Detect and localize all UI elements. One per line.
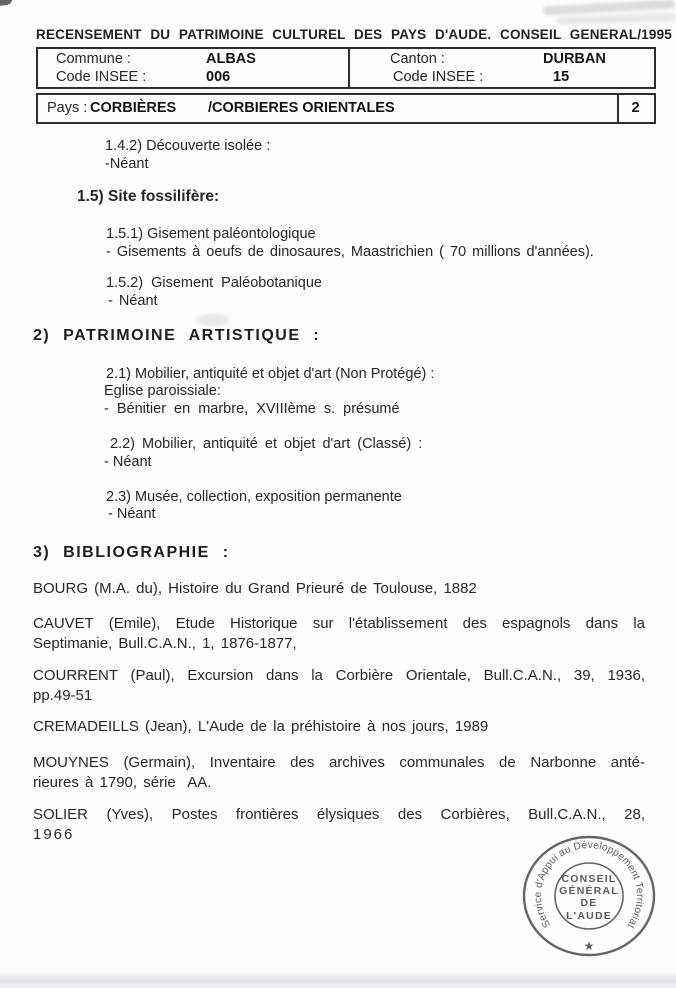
item-21-line2: Eglise paroissiale: <box>104 383 221 399</box>
page-title: RECENSEMENT DU PATRIMOINE CULTUREL DES PAYS D'AUDE. CONSEIL GENERAL/1995 <box>36 27 672 42</box>
info-table <box>36 47 656 89</box>
item-22-title: 2.2) Mobilier, antiquité et objet d'art (Classé) : <box>110 436 423 452</box>
bibliography-entry <box>33 717 645 737</box>
info-table-divider <box>348 49 350 87</box>
item-152-title: 1.5.2) Gisement Paléobotanique <box>106 275 322 291</box>
item-142-value: -Néant <box>105 156 149 172</box>
bibliography-line: 1966 <box>33 826 75 843</box>
bibliography-entry <box>33 614 645 654</box>
code-insee-right-label: Code INSEE : <box>393 69 484 85</box>
bibliography-entry <box>33 753 645 793</box>
canton-value: DURBAN <box>543 51 606 67</box>
pays-value-secondary: /CORBIERES ORIENTALES <box>208 100 395 116</box>
pays-label: Pays : <box>47 100 88 116</box>
stamp-text-line: DE <box>580 897 598 909</box>
star-icon: ★ <box>583 939 595 953</box>
bibliography-line: rieures à 1790, série AA. <box>33 774 212 791</box>
scan-bottom-band <box>0 970 676 988</box>
item-22-value: - Néant <box>104 454 152 470</box>
stamp-text-line: GÉNÉRAL <box>559 885 619 897</box>
stamp-ring-text: Service d'Appui au Développement Territorial <box>532 839 646 930</box>
code-insee-left-value: 006 <box>206 69 231 85</box>
bibliography-line: pp.49-51 <box>33 687 93 704</box>
item-23-value: - Néant <box>108 506 156 522</box>
bibliography-entry <box>33 666 645 706</box>
bibliography-line: MOUYNES (Germain), Inventaire des archives communales de Narbonne anté- <box>33 754 645 771</box>
canton-label: Canton : <box>390 51 445 67</box>
item-151-title: 1.5.1) Gisement paléontologique <box>106 226 316 242</box>
bibliography-entry <box>33 579 645 599</box>
item-152-value: - Néant <box>108 293 158 309</box>
item-151-value: - Gisements à oeufs de dinosaures, Maastrichien ( 70 millions d'années). <box>106 244 594 260</box>
commune-value: ALBAS <box>206 51 256 67</box>
item-142-title: 1.4.2) Découverte isolée : <box>105 138 271 154</box>
bibliography-line: COURRENT (Paul), Excursion dans la Corbière Orientale, Bull.C.A.N., 39, 1936, <box>33 667 645 684</box>
pays-bar <box>36 93 656 124</box>
bibliography-line: CREMADEILLS (Jean), L'Aude de la préhistoire à nos jours, 1989 <box>33 718 489 735</box>
official-stamp <box>517 832 661 964</box>
scan-smudge <box>196 314 230 326</box>
bibliography-line: SOLIER (Yves), Postes frontières élysiques des Corbières, Bull.C.A.N., 28, <box>33 806 645 823</box>
item-21-line3: - Bénitier en marbre, XVIIIème s. présumé <box>104 401 400 417</box>
code-insee-right-value: 15 <box>553 69 570 85</box>
item-21-title: 2.1) Mobilier, antiquité et objet d'art (Non Protégé) : <box>106 366 435 382</box>
bibliography-line: CAUVET (Emile), Etude Historique sur l'établissement des espagnols dans la <box>33 615 645 632</box>
heading-site-fossilifere: 1.5) Site fossilifère: <box>77 188 220 205</box>
heading-patrimoine-artistique: 2) PATRIMOINE ARTISTIQUE : <box>33 327 321 344</box>
stamp-text-line: L'AUDE <box>566 910 612 922</box>
pays-value: CORBIÈRES <box>90 100 177 116</box>
code-insee-left-label: Code INSEE : <box>56 69 147 85</box>
stamp-text-line: CONSEIL <box>561 873 617 885</box>
bibliography-line: Septimanie, Bull.C.A.N., 1, 1876-1877, <box>33 635 297 652</box>
scan-corner-mark <box>0 0 13 6</box>
item-23-title: 2.3) Musée, collection, exposition permanente <box>106 489 402 505</box>
bibliography-line: BOURG (M.A. du), Histoire du Grand Prieuré de Toulouse, 1882 <box>33 580 477 597</box>
page-number: 2 <box>631 100 640 116</box>
scan-smudge <box>556 13 676 25</box>
heading-bibliographie: 3) BIBLIOGRAPHIE : <box>33 544 230 561</box>
commune-label: Commune : <box>56 51 131 67</box>
